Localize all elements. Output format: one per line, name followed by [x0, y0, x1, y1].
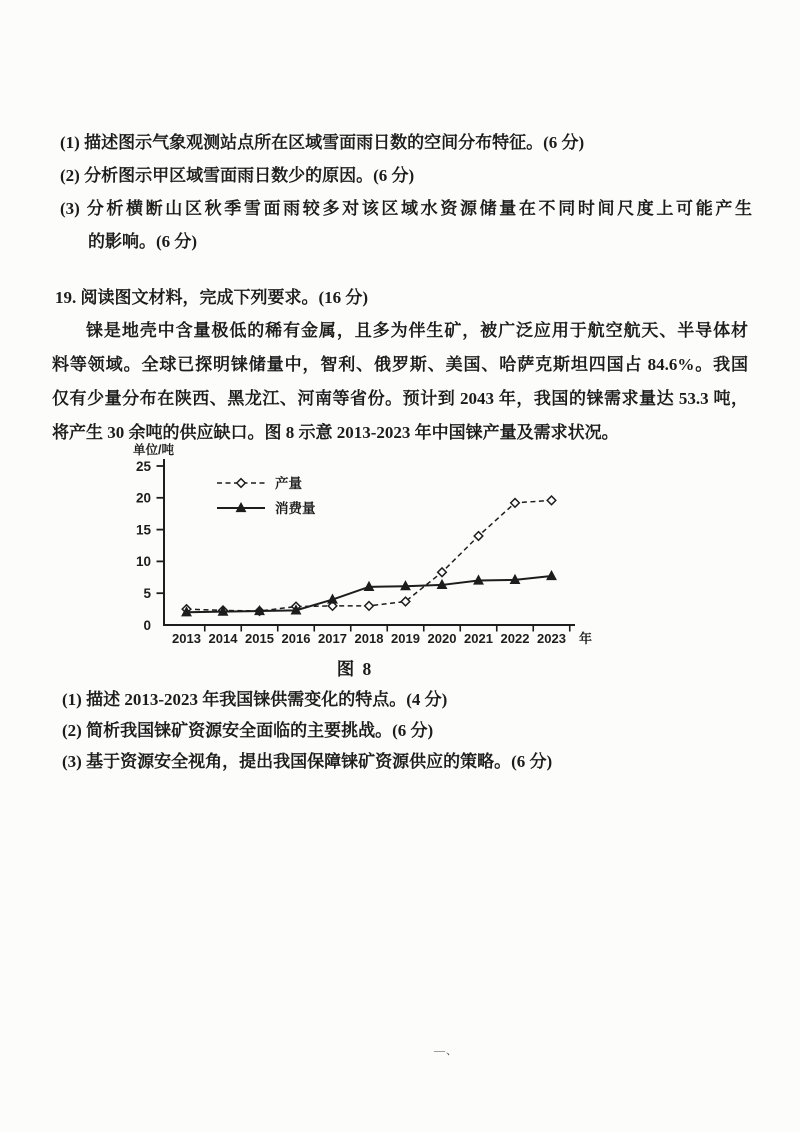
- y-tick-label: 5: [143, 586, 151, 601]
- question-18-2: (2) 分析图示甲区域雪面雨日数少的原因。(6 分): [60, 166, 415, 185]
- x-tick-label: 2019: [391, 631, 420, 646]
- legend-label: 产量: [275, 476, 302, 491]
- diamond-marker: [547, 496, 556, 505]
- figure-8-chart: [105, 435, 605, 650]
- question-18-subquestions: [60, 126, 752, 258]
- question-19-2: (2) 简析我国铼矿资源安全面临的主要挑战。(6 分): [62, 721, 434, 740]
- page-footer-mark: —、: [434, 1045, 458, 1057]
- x-tick-label: 2023: [537, 631, 566, 646]
- material-line: 将产生 30 余吨的供应缺口。图 8 示意 2013-2023 年中国铼产量及需求状况。: [52, 423, 619, 442]
- question-19-heading: 19. 阅读图文材料，完成下列要求。(16 分): [55, 288, 369, 307]
- y-tick-label: 25: [135, 458, 151, 474]
- question-19-1: (1) 描述 2013-2023 年我国铼供需变化的特点。(4 分): [62, 690, 448, 709]
- x-tick-label: 2020: [427, 631, 457, 646]
- material-line: 料等领域。全球已探明铼储量中，智利、俄罗斯、美国、哈萨克斯坦四国占 84.6%。我国: [52, 355, 748, 374]
- y-tick-label: 10: [135, 554, 151, 570]
- rhenium-production-consumption-chart: [105, 435, 605, 650]
- material-line: 铼是地壳中含量极低的稀有金属，且多为伴生矿，被广泛应用于航空航天、半导体材: [86, 321, 748, 340]
- diamond-marker: [237, 479, 246, 488]
- question-18-3: (3) 分析横断山区秋季雪面雨较多对该区域水资源储量在不同时间尺度上可能产生: [60, 199, 752, 218]
- y-tick-label: 15: [135, 522, 151, 538]
- series-line-产量: [187, 500, 552, 611]
- x-tick-label: 2013: [172, 631, 201, 646]
- x-tick-label: 2014: [208, 631, 238, 646]
- x-axis-suffix-label: 年: [579, 631, 593, 646]
- material-line: 仅有少量分布在陕西、黑龙江、河南等省份。预计到 2043 年，我国的铼需求量达 53.3 吨，: [52, 389, 748, 408]
- chart-axes: [164, 459, 575, 625]
- question-19-3: (3) 基于资源安全视角，提出我国保障铼矿资源供应的策略。(6 分): [62, 752, 553, 771]
- legend-label: 消费量: [275, 501, 316, 516]
- diamond-marker: [438, 568, 447, 577]
- x-tick-label: 2017: [318, 631, 347, 646]
- x-tick-label: 2021: [464, 631, 493, 646]
- question-18-3-continued: 的影响。(6 分): [88, 232, 198, 251]
- triangle-marker: [547, 571, 556, 580]
- question-19-material: [52, 314, 748, 450]
- y-tick-label: 20: [135, 490, 151, 506]
- x-tick-label: 2016: [281, 631, 311, 646]
- diamond-marker: [365, 602, 374, 611]
- diamond-marker: [511, 499, 520, 508]
- question-19-subquestions: [62, 684, 762, 777]
- y-tick-label: 0: [143, 617, 151, 633]
- figure-caption: 图 8: [336, 659, 374, 679]
- x-tick-label: 2018: [354, 631, 384, 646]
- diamond-marker: [474, 532, 483, 541]
- y-axis-unit-label: 单位/吨: [133, 443, 174, 457]
- x-tick-label: 2015: [245, 631, 274, 646]
- question-18-1: (1) 描述图示气象观测站点所在区域雪面雨日数的空间分布特征。(6 分): [60, 133, 585, 152]
- x-tick-label: 2022: [500, 631, 530, 646]
